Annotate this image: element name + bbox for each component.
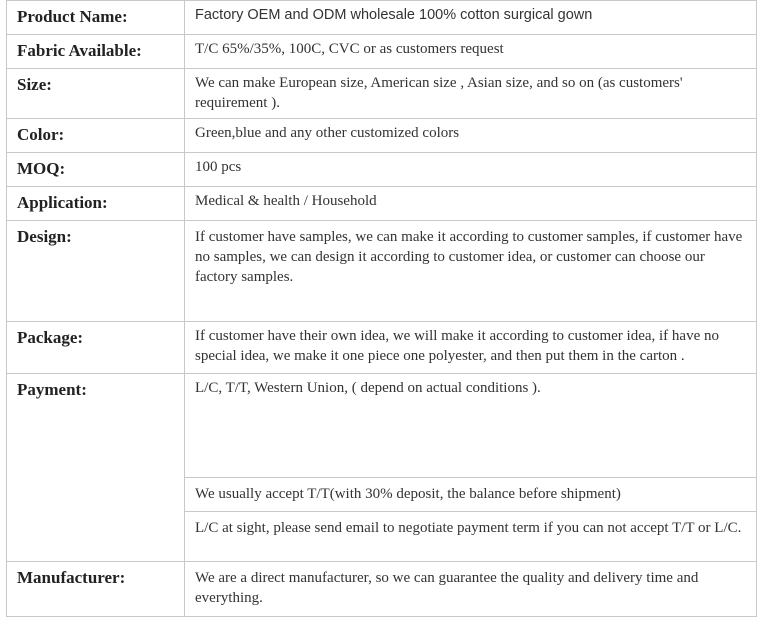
moq-value: 100 pcs [185,153,757,187]
color-value: Green,blue and any other customized colors [185,119,757,153]
payment-terms: L/C, T/T, Western Union, ( depend on actual conditions ). [185,374,757,478]
payment-label: Payment: [7,374,185,562]
table-row-design [7,221,757,322]
fabric-label: Fabric Available: [7,35,185,69]
table-row-application [7,187,757,221]
manufacturer-value: We are a direct manufacturer, so we can guarantee the quality and delivery time and everything. [185,562,757,617]
application-value: Medical & health / Household [185,187,757,221]
moq-label: MOQ: [7,153,185,187]
table-row-manufacturer [7,562,757,617]
design-line-1: If customer have samples, we can make it according to customer samples, if customer have [195,229,743,245]
color-label: Color: [7,119,185,153]
product-name-label: Product Name: [7,1,185,35]
payment-deposit: We usually accept T/T(with 30% deposit, the balance before shipment) [185,478,757,512]
table-row-payment [7,374,757,478]
table-row-fabric [7,35,757,69]
design-value [185,221,757,322]
package-value: If customer have their own idea, we will make it according to customer idea, if have no special idea, we make it one piece one polyester, and then put them in the carton . [185,322,757,374]
design-line-2: no samples, we can design it according to customer idea, or customer can choose our factory samples. [195,249,705,285]
design-label: Design: [7,221,185,322]
application-label: Application: [7,187,185,221]
product-name-value: Factory OEM and ODM wholesale 100% cotton surgical gown [185,1,757,35]
fabric-value: T/C 65%/35%, 100C, CVC or as customers request [185,35,757,69]
product-spec-table [6,0,757,617]
table-row-moq [7,153,757,187]
table-row-product-name [7,1,757,35]
payment-lc-note: L/C at sight, please send email to negotiate payment term if you can not accept T/T or L/C. [185,512,757,562]
package-label: Package: [7,322,185,374]
table-row-size [7,69,757,119]
size-label: Size: [7,69,185,119]
size-value: We can make European size, American size , Asian size, and so on (as customers' requirement ). [185,69,757,119]
manufacturer-label: Manufacturer: [7,562,185,617]
table-row-package [7,322,757,374]
table-row-color [7,119,757,153]
